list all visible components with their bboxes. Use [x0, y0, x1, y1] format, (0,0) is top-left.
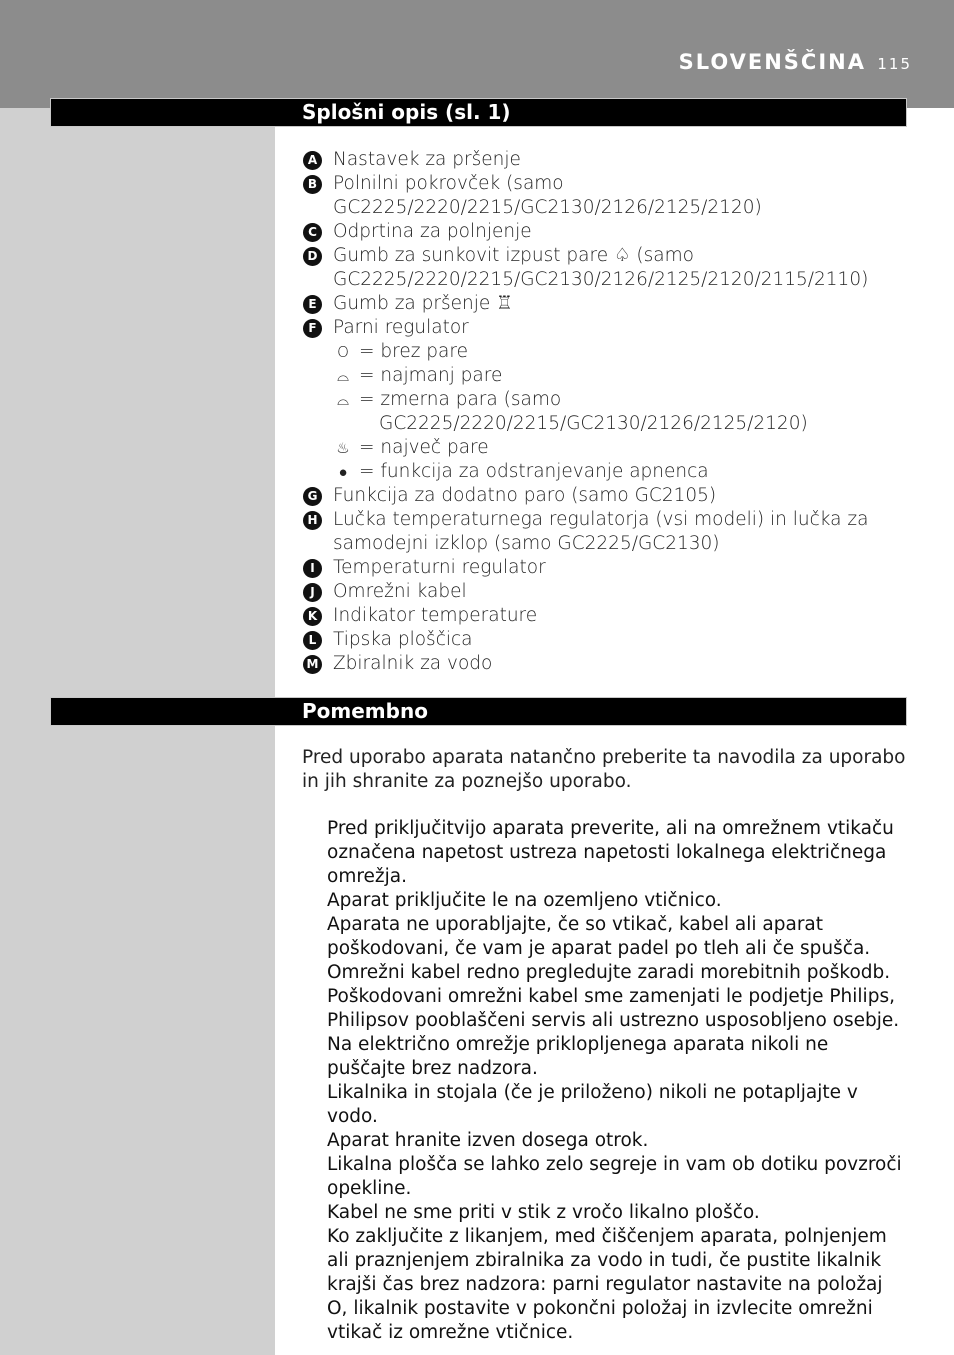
warning-item: Aparat hranite izven dosega otrok. [327, 1130, 649, 1151]
item-text: Temperaturni regulator [333, 557, 546, 578]
warning-item: Omrežni kabel redno pregledujte zaradi morebitnih poškodb. [327, 962, 891, 983]
steam-setting [302, 460, 906, 484]
list-item [302, 148, 906, 172]
item-text: Indikator temperature [333, 605, 538, 626]
letter-badge: K [303, 607, 322, 626]
list-item [302, 580, 906, 604]
list-item [302, 604, 906, 628]
setting-text: = funkcija za odstranjevanje apnenca [359, 461, 709, 482]
warning-item: Poškodovani omrežni kabel sme zamenjati le podjetje Philips, Philipsov pooblaščeni servis ali ustrezno usposobljeno osebje. [327, 986, 900, 1031]
list-item [302, 316, 906, 340]
section-title: Pomembno [302, 699, 428, 723]
setting-text: = brez pare [359, 341, 468, 362]
item-text: Nastavek za pršenje [333, 149, 521, 170]
warning-item: Ko zaključite z likanjem, med čiščenjem aparata, polnjenjem ali praznjenjem zbiralnika za vodo in tudi, če pustite likalnik krajši čas brez nadzora: parni regulator nastavite na položaj O, likalnik postavite v pokončni položaj in izvlecite omrežni vtikač iz omrežne vtičnice. [327, 1226, 887, 1343]
steam-setting [302, 436, 906, 460]
steam-symbol-icon: ⌓ [337, 367, 349, 385]
intro-paragraph: Pred uporabo aparata natančno preberite ta navodila za uporabo in jih shranite za poznejšo uporabo. [302, 747, 906, 792]
warning-item: Likalna plošča se lahko zelo segreje in vam ob dotiku povzroči opekline. [327, 1154, 902, 1199]
list-item [302, 292, 906, 316]
section-bar-general-description [50, 98, 907, 127]
letter-badge: B [303, 175, 322, 194]
letter-badge: F [303, 319, 322, 338]
list-item [302, 484, 906, 508]
item-text: Tipska ploščica [333, 629, 473, 650]
letter-badge: D [303, 247, 322, 266]
letter-badge: E [303, 295, 322, 314]
steam-symbol-icon: ● [338, 463, 348, 481]
setting-continuation: GC2225/2220/2215/GC2130/2126/2125/2120) [379, 413, 808, 434]
safety-warnings-list [327, 817, 907, 1345]
page-number: 115 [877, 55, 912, 73]
item-text: Lučka temperaturnega regulatorja (vsi modeli) in lučka za samodejni izklop (samo GC2225/GC2130) [333, 509, 869, 554]
list-item [302, 172, 906, 220]
list-item [302, 244, 906, 292]
letter-badge: M [303, 655, 322, 674]
steam-symbol-icon: O [337, 343, 349, 361]
item-text: Gumb za sunkovit izpust pare ♤ (samo GC2225/2220/2215/GC2130/2126/2125/2120/2115/2110) [333, 245, 869, 290]
item-text: Polnilni pokrovček (samo GC2225/2220/2215/GC2130/2126/2125/2120) [333, 173, 762, 218]
steam-setting [302, 388, 906, 436]
setting-text: = najmanj pare [359, 365, 503, 386]
item-text: Funkcija za dodatno paro (samo GC2105) [333, 485, 717, 506]
list-item [302, 628, 906, 652]
parts-description [302, 148, 906, 676]
setting-text: = največ pare [359, 437, 489, 458]
warning-item: Likalnika in stojala (če je priloženo) nikoli ne potapljajte v vodo. [327, 1082, 858, 1127]
list-item [302, 220, 906, 244]
letter-badge: J [303, 583, 322, 602]
list-item [302, 508, 906, 556]
parts-list-continued [302, 484, 906, 676]
parts-list [302, 148, 906, 340]
steam-setting [302, 364, 906, 388]
warning-item: Kabel ne sme priti v stik z vročo likalno ploščo. [327, 1202, 760, 1223]
steam-symbol-icon: ⌓ [337, 391, 349, 409]
steam-settings-list [302, 340, 906, 484]
letter-badge: I [303, 559, 322, 578]
letter-badge: A [303, 151, 322, 170]
item-text: Gumb za pršenje ♖ [333, 293, 513, 314]
item-text: Parni regulator [333, 317, 469, 338]
section-bar-important [50, 697, 907, 726]
warning-item: Pred priključitvijo aparata preverite, ali na omrežnem vtikaču označena napetost ustreza napetosti lokalnega električnega omrežja. [327, 818, 894, 887]
letter-badge: H [303, 511, 322, 530]
warning-item: Na električno omrežje priklopljenega aparata nikoli ne puščajte brez nadzora. [327, 1034, 829, 1079]
warning-item: Aparata ne uporabljajte, če so vtikač, kabel ali aparat poškodovani, če vam je aparat padel po tleh ali če spušča. [327, 914, 871, 959]
language-heading: SLOVENŠČINA [678, 50, 866, 74]
letter-badge: C [303, 223, 322, 242]
steam-setting [302, 340, 906, 364]
list-item [302, 652, 906, 676]
setting-text: = zmerna para (samo [359, 389, 562, 410]
item-text: Omrežni kabel [333, 581, 467, 602]
steam-symbol-icon: ♨ [336, 439, 350, 457]
letter-badge: L [303, 631, 322, 650]
section-title: Splošni opis (sl. 1) [302, 100, 511, 124]
item-text: Odprtina za polnjenje [333, 221, 532, 242]
list-item [302, 556, 906, 580]
left-margin-column [0, 108, 275, 1355]
item-text: Zbiralnik za vodo [333, 653, 493, 674]
letter-badge: G [303, 487, 322, 506]
warning-item: Aparat priključite le na ozemljeno vtičnico. [327, 890, 722, 911]
